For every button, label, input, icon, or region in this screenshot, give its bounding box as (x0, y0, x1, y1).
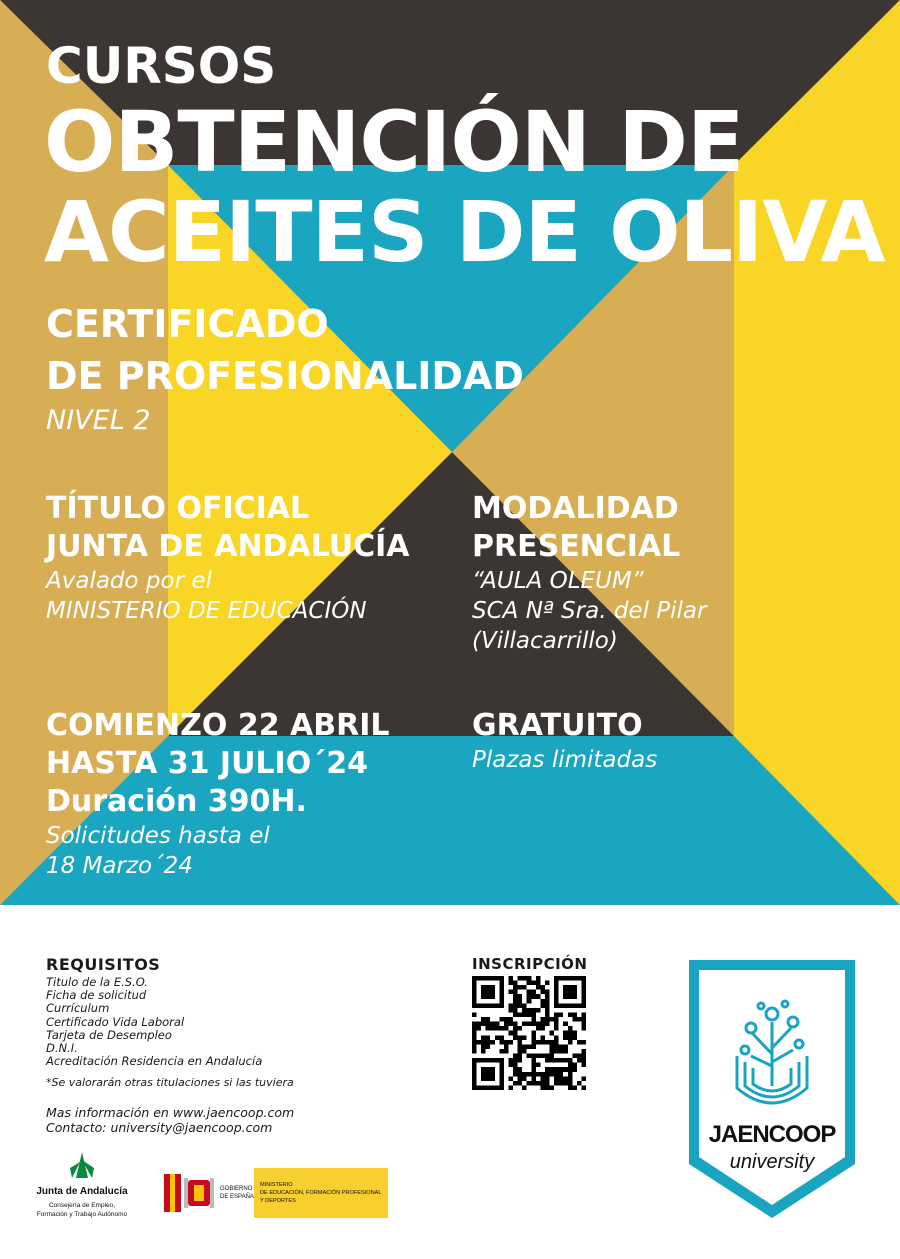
requisito-item: Tarjeta de Desempleo (46, 1027, 172, 1042)
ministerio-line3: Y DEPORTES (260, 1198, 296, 1204)
fechas-sub2: 18 Marzo´24 (46, 853, 193, 879)
gobierno-line2: DE ESPAÑA (220, 1194, 254, 1200)
titulo-sub1: Avalado por el (46, 568, 212, 594)
jaencoop-name: JAENCOOP (708, 1121, 836, 1148)
contact-email[interactable]: Contacto: university@jaencoop.com (46, 1120, 273, 1135)
gobierno-ministerio-logo (160, 1168, 388, 1218)
junta-name: Junta de Andalucía (36, 1186, 128, 1197)
titulo-sub2: MINISTERIO DE EDUCACIÓN (46, 598, 367, 624)
modalidad-sub1: “AULA OLEUM” (472, 568, 644, 594)
requisitos-list (46, 976, 262, 1068)
fechas-start: COMIENZO 22 ABRIL (46, 708, 390, 743)
requisito-item: Titulo de la E.S.O. (46, 975, 148, 989)
certificate-line1: CERTIFICADO (46, 302, 329, 346)
precio-block (472, 707, 657, 775)
more-info-link[interactable]: Mas información en www.jaencoop.com (46, 1105, 295, 1120)
requisitos-note: *Se valorarán otras titulaciones si las tuviera (46, 1076, 294, 1089)
certificate-level: NIVEL 2 (46, 405, 151, 436)
junta-emblem-icon (70, 1152, 94, 1178)
titulo-line1: TÍTULO OFICIAL (46, 491, 310, 526)
course-title-line2: ACEITES DE OLIVA (44, 183, 885, 281)
inscripcion-title: INSCRIPCIÓN (472, 955, 588, 973)
modalidad-sub3: (Villacarrillo) (472, 628, 618, 654)
course-kicker: CURSOS (46, 37, 277, 95)
fechas-sub1: Solicitudes hasta el (46, 823, 270, 849)
gobierno-line1: GOBIERNO (220, 1186, 253, 1192)
junta-sub2: Formación y Trabajo Autónomo (36, 1211, 128, 1218)
coat-of-arms-icon (184, 1178, 214, 1208)
precio-line1: GRATUITO (472, 708, 643, 743)
requisito-item: Certificado Vida Laboral (46, 1014, 185, 1029)
titulo-block (46, 490, 410, 626)
requisito-item: D.N.I. (46, 1041, 78, 1056)
ministerio-line2: DE EDUCACIÓN, FORMACIÓN PROFESIONAL (260, 1190, 382, 1196)
requisito-item: Currículum (46, 1001, 110, 1016)
fechas-block (46, 707, 390, 881)
qr-code-icon[interactable] (472, 976, 586, 1090)
junta-andalucia-logo (36, 1148, 146, 1228)
junta-sub1: Consejería de Empleo, (48, 1202, 116, 1209)
contact-info (46, 1105, 294, 1135)
modalidad-block (472, 490, 706, 656)
jaencoop-sub: university (729, 1151, 815, 1173)
fechas-duration: Duración 390H. (46, 784, 307, 819)
requisito-item: Ficha de solicitud (46, 988, 147, 1003)
course-title-line1: OBTENCIÓN DE (44, 93, 744, 191)
requisito-item: Acreditación Residencia en Andalucía (46, 1054, 263, 1069)
ministerio-line1: MINISTERIO (260, 1182, 293, 1188)
fechas-end: HASTA 31 JULIO´24 (46, 746, 368, 781)
requisitos-title: REQUISITOS (46, 955, 161, 974)
modalidad-line1: MODALIDAD (472, 491, 679, 526)
jaencoop-university-logo (687, 958, 857, 1220)
modalidad-sub2: SCA Nª Sra. del Pilar (472, 598, 707, 624)
spain-flag-icon (164, 1174, 181, 1212)
certificate-line2: DE PROFESIONALIDAD (46, 354, 524, 398)
precio-sub1: Plazas limitadas (472, 747, 658, 773)
titulo-line2: JUNTA DE ANDALUCÍA (46, 529, 410, 564)
modalidad-line2: PRESENCIAL (472, 529, 681, 564)
